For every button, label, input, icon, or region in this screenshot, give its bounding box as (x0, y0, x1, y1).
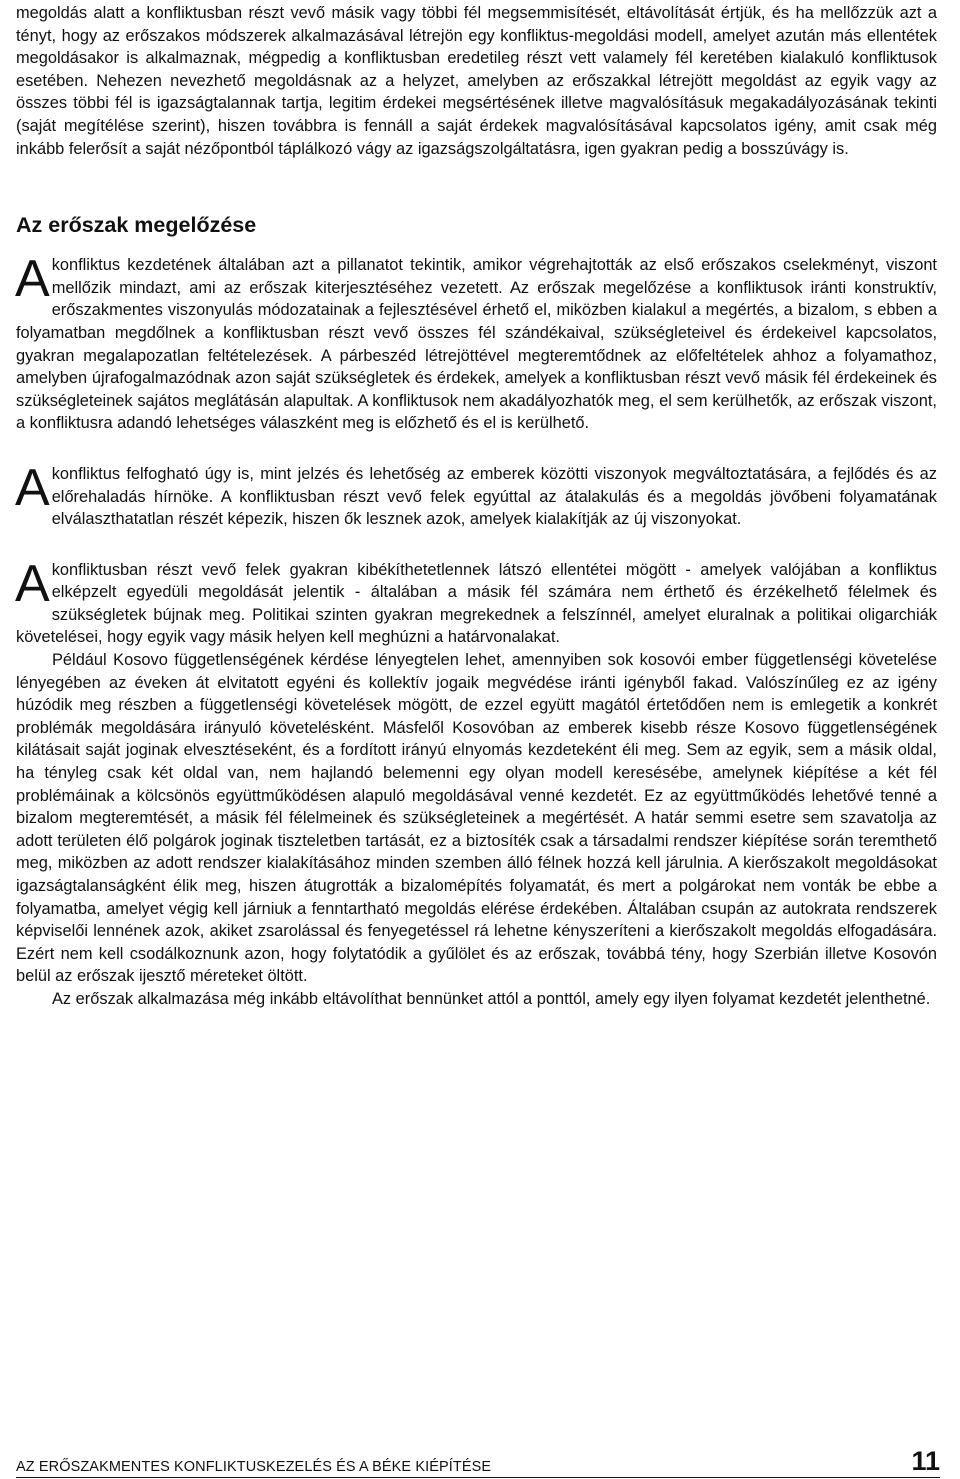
paragraph-closing: Az erőszak alkalmazása még inkább eltávolíthat bennünket attól a ponttól, amely egy ilyen folyamat kezdetét jelenthetné. (52, 989, 931, 1008)
paragraph-violence-prevention (15, 250, 937, 435)
page-footer (16, 1446, 940, 1478)
footer-title: AZ ERŐSZAKMENTES KONFLIKTUSKEZELÉS ÉS A BÉKE KIÉPÍTÉSE (16, 1459, 492, 1475)
document-page (16, 0, 937, 1011)
paragraph-hidden-fears (15, 554, 937, 649)
drop-cap: A (15, 554, 50, 613)
paragraph-text: konfliktus felfogható úgy is, mint jelzés és lehetőség az emberek közötti viszonyok megváltoztatására, a fejlődés és az előrehaladás hírnöke. A konfliktusban részt vevő felek egyúttal az átalakulás és a megoldás jövőbeni folyamatának elválaszthatatlan részét képezik, hiszen ők lesznek azok, amelyek kialakítják az új viszonyokat. (51, 464, 937, 529)
paragraph-kosovo-example: Például Kosovo függetlenségének kérdése lényegtelen lehet, amennyiben sok kosovói ember függetlenségi követelése lényegében az éveken át elvitatott egyéni és kollektív jogaik megvédése iránti igényből fakad. Valószínűleg ez az igény húzódik meg részben a függetlenségi követelések mögött, de ezzel együtt magától értetődően nem is emlegetik a konkrét problémák megoldására irányuló követelésként. Másfelől Kosovóban az emberek kisebb része Kosovo függetlenségének kilátásait saját joginak elvesztéseként, és a fordított irányú elnyomás kezdeteként éli meg. Sem az egyik, sem a másik oldal, ha tényleg csak két oldal van, nem hajlandó belemenni egy olyan modell keresésébe, amelynek kiépítése a két fél problémáinak a kölcsönös együttműködésen alapuló megoldásával venné kezdetét. Ez az együttműködés lehetővé tenné a bizalom megteremtését, a másik fél félelmeinek és szükségleteinek a megértését. A határ semmi esetre sem szavatolja az adott területen élő polgárok joginak tiszteletben tartását, ez a biztosíték csak a társadalmi rendszer kiépítése során teremthető meg, miközben az adott rendszer kialakításához minden szemben álló félnek hozzá kell járulnia. A kierőszakolt megoldásokat igazságtalanságként élik meg, hiszen átugrották a bizalomépítés folyamatát, és mert a polgárokat nem vonták be ebbe a folyamatba, amelyet végig kell járniuk a fenntartható megoldás elérése érdekében. Általában csupán az autokrata rendszerek képviselői lennének azok, akiket zsarolással és fenyegetéssel rá lehetne kényszeríteni a kierőszakolt megoldás elfogadására. Ezért nem kell csodálkoznunk azon, hogy folytatódik a gyűlölet és az erőszak, továbbá tény, hogy Szerbián illetve Kosovón belül az erőszak ijesztő méreteket öltött. (16, 651, 937, 986)
paragraph-conflict-signal (15, 458, 937, 531)
page-number: 11 (905, 1448, 940, 1475)
drop-cap: A (15, 458, 50, 517)
paragraph-text: konfliktus kezdetének általában azt a pillanatot tekintik, amikor végrehajtották az első erőszakos cselekményt, viszont mellőzik mindazt, ami az erőszak kiterjesztéséhez vezetett. Az erőszak megelőzése a konfliktusok iránti konstruktív, erőszakmentes viszonyulás módozatainak a fejlesztésével érhető el, miközben kialakul a megértés, a bizalom, s ebben a folyamatban megdőlnek a konfliktusban részt vevő összes fél szándékaival, szükségleteivel és érdekeivel kapcsolatos, gyakran megalapozatlan feltételezések. A párbeszéd létrejöttével megteremtődnek az előfeltételek ahhoz a folyamathoz, amelyben újrafogalmazódnak azon saját szükségletek és érdekek, amelyek a konfliktusban részt vevő másik fél érdekeinek és szükségleteinek sajátos meglátásán alapultak. A konfliktusok nem akadályozhatók meg, el sem kerülhetők, az erőszak viszont, a konfliktusra adandó lehetséges válaszként meg is előzhető és el is kerülhető. (16, 256, 937, 433)
drop-cap: A (15, 250, 50, 309)
section-heading: Az erőszak megelőzése (16, 213, 257, 238)
intro-paragraph: megoldás alatt a konfliktusban részt vevő másik vagy többi fél megsemmisítését, eltávolítását értjük, és ha mellőzzük azt a tényt, hogy az erőszakos módszerek alkalmazásával létrejön egy konfliktus-megoldási modell, amelyet azután más ellentétek megoldásakor is alkalmaznak, mégpedig a konfliktusban eredetileg részt vett valamely fél keretében kialakuló konfliktusok esetében. Nehezen nevezhető megoldásnak az a helyzet, amelyben az erőszakkal létrejött megoldást az egyik vagy az összes többi fél is igazságtalannak tartja, legitim érdekei megsértésének illetve magvalósításuk megakadályozásának tekinti (saját megítélése szerint), hiszen továbbra is fennáll a saját érdekek magvalósításával kapcsolatos igény, amit csak még inkább felerősít a saját nézőpontból táplálkozó vágy az igazságszolgáltatásra, igen gyakran pedig a bosszúvágy is. (16, 4, 937, 158)
paragraph-text: konfliktusban részt vevő felek gyakran kibékíthetetlennek látszó ellentétei mögött - amelyek valójában a konfliktus elképzelt egyedüli megoldását jelentik - általában a másik fél számára nem érthető és érzékelhető félelmek és szükségletek bújnak meg. Politikai szinten gyakran megrekednek a felszínnél, amelyet eluralnak a politikai oligarchiák követelései, hogy egyik vagy másik helyen kell meghúzni a határvonalakat. (16, 560, 937, 647)
